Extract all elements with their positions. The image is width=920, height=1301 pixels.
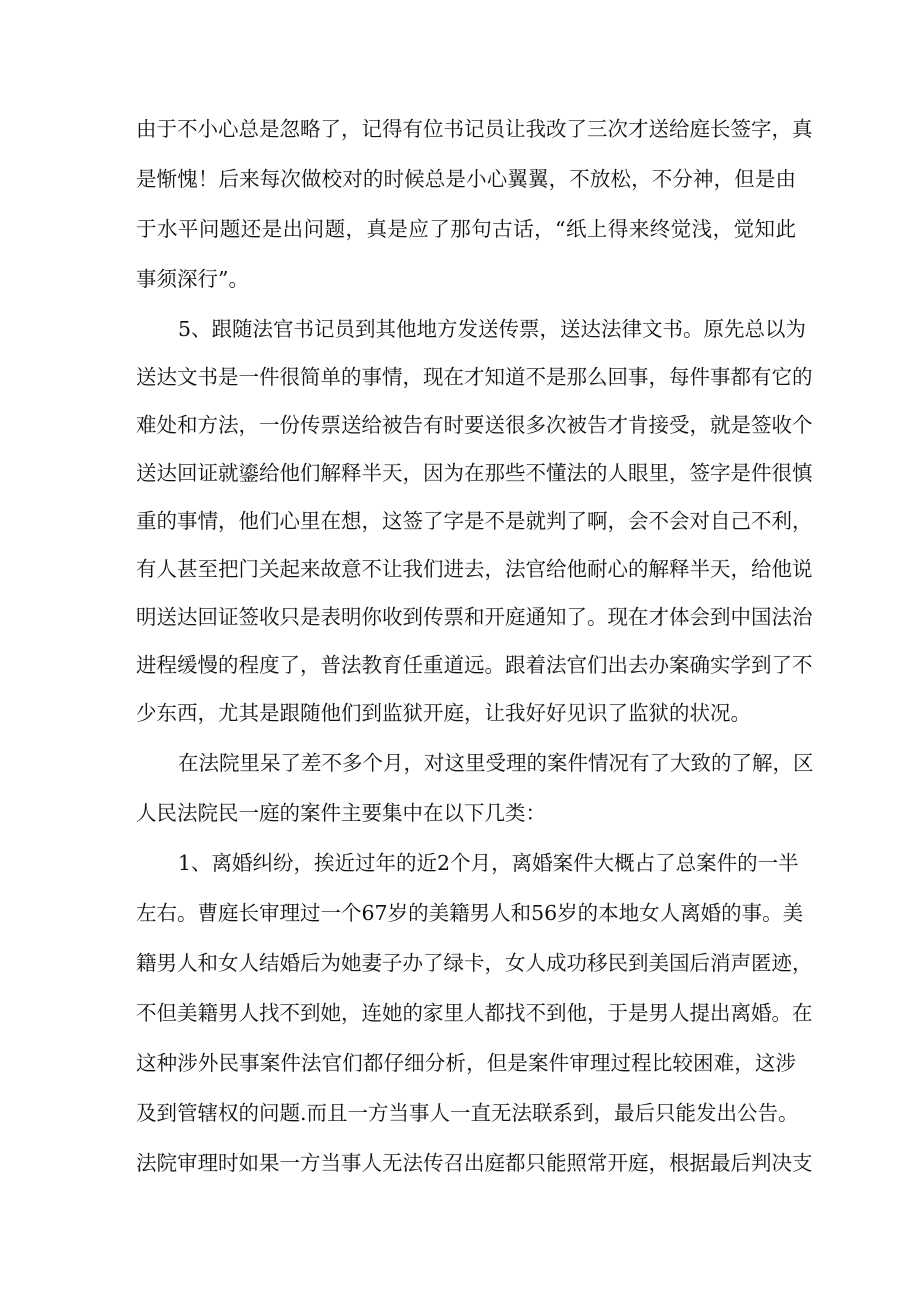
paragraph-2-line-7: 明送达回证签收只是表明你收到传票和开庭通知了。现在才体会到中国法治	[136, 605, 813, 629]
paragraph-2-line-9: 少东西，尤其是跟随他们到监狱开庭，让我好好见识了监狱的状况。	[136, 701, 751, 725]
paragraph-2-line-5: 重的事情，他们心里在想，这签了字是不是就判了啊，会不会对自己不利，	[136, 509, 813, 533]
paragraph-1-line-3: 于水平问题还是出问题，真是应了那句古话，“纸上得来终觉浅，觉知此	[136, 217, 796, 241]
paragraph-1-line-2: 是惭愧！后来每次做校对的时候总是小心翼翼，不放松，不分神，但是由	[136, 167, 796, 191]
paragraph-2-line-8: 进程缓慢的程度了，普法教育任重道远。跟着法官们出去办案确实学到了不	[136, 653, 813, 677]
paragraph-4-line-2: 左右。曹庭长审理过一个67岁的美籍男人和56岁的本地女人离婚的事。美	[136, 901, 804, 925]
paragraph-3-line-2: 人民法院民一庭的案件主要集中在以下几类：	[136, 801, 546, 825]
paragraph-4-line-7: 法院审理时如果一方当事人无法传召出庭都只能照常开庭，根据最后判决支	[136, 1151, 813, 1175]
paragraph-2-line-2: 送达文书是一件很简单的事情，现在才知道不是那么回事，每件事都有它的	[136, 365, 813, 389]
paragraph-4-line-3: 籍男人和女人结婚后为她妻子办了绿卡，女人成功移民到美国后消声匿迹，	[136, 951, 813, 975]
paragraph-2-line-4: 送达回证就鎏给他们解释半天，因为在那些不懂法的人眼里，签字是件很慎	[136, 461, 813, 485]
paragraph-4-line-5: 这种涉外民事案件法官们都仔细分析，但是案件审理过程比较困难，这涉	[136, 1051, 796, 1075]
paragraph-1-line-1: 由于不小心总是忽略了，记得有位书记员让我改了三次才送给庭长签字，真	[136, 117, 813, 141]
paragraph-2-line-1: 5、跟随法官书记员到其他地方发送传票，送达法律文书。原先总以为	[178, 317, 807, 341]
paragraph-4-line-1: 1、离婚纠纷，挨近过年的近2个月，离婚案件大概占了总案件的一半	[178, 851, 799, 875]
paragraph-2-line-6: 有人甚至把门关起来故意不让我们进去，法官给他耐心的解释半天，给他说	[136, 557, 813, 581]
paragraph-3-line-1: 在法院里呆了差不多个月，对这里受理的案件情况有了大致的了解，区	[178, 751, 814, 775]
paragraph-4-line-4: 不但美籍男人找不到她，连她的家里人都找不到他，于是男人提出离婚。在	[136, 1001, 813, 1025]
paragraph-1-line-4: 事须深行”。	[136, 267, 249, 291]
paragraph-4-line-6: 及到管辖权的问题.而且一方当事人一直无法联系到，最后只能发出公告。	[136, 1101, 799, 1125]
paragraph-2-line-3: 难处和方法，一份传票送给被告有时要送很多次被告才肯接受，就是签收个	[136, 413, 813, 437]
